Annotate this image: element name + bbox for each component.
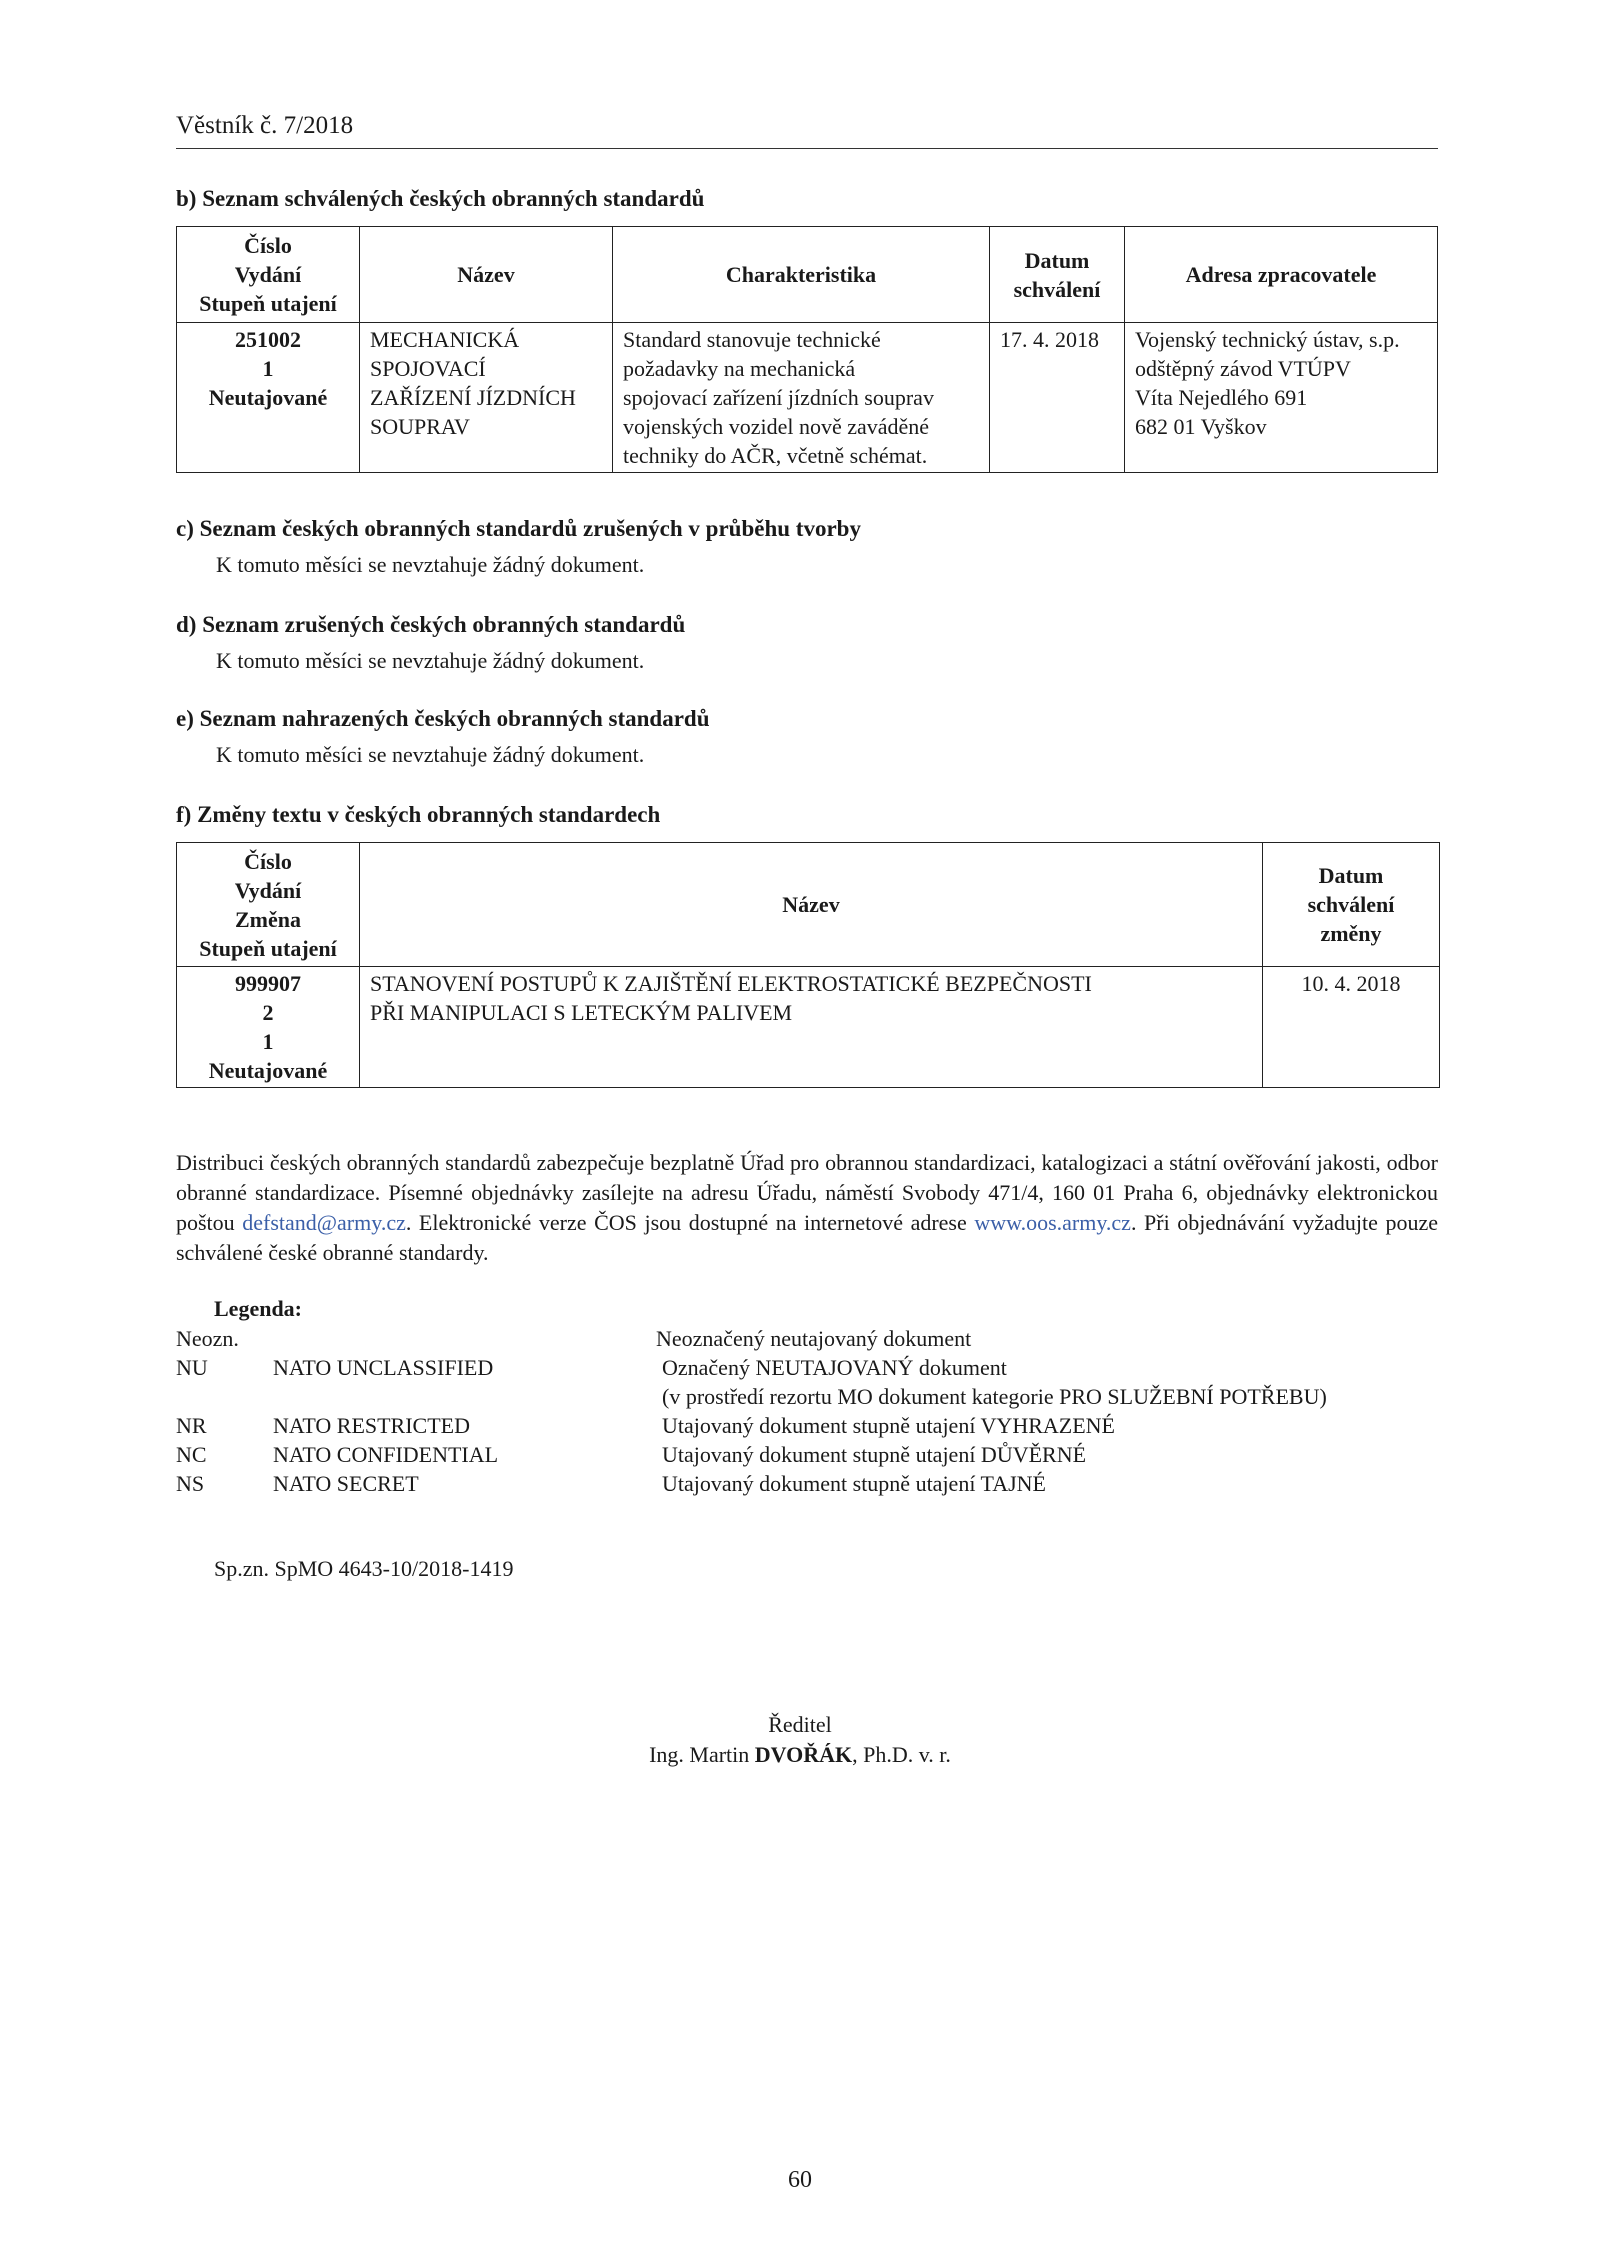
header-approval-date: Datum schválení <box>990 227 1125 323</box>
section-d-title: d) Seznam zrušených českých obranných standardů <box>176 612 686 637</box>
change-date-cell: 10. 4. 2018 <box>1263 967 1440 1088</box>
text-changes-table <box>176 842 1440 1088</box>
header-name: Název <box>360 843 1263 967</box>
section-f-title: f) Změny textu v českých obranných standardech <box>176 802 661 827</box>
approval-date-cell: 17. 4. 2018 <box>990 323 1125 473</box>
change-name-cell: STANOVENÍ POSTUPŮ K ZAJIŠTĚNÍ ELEKTROSTATICKÉ BEZPEČNOSTI PŘI MANIPULACI S LETECKÝM PALIVEM <box>360 967 1263 1088</box>
legend-code: NU <box>176 1355 208 1380</box>
legend-code: NS <box>176 1471 205 1496</box>
table-header-row <box>177 843 1440 967</box>
table-row <box>177 323 1438 473</box>
legend-title: Legenda: <box>214 1296 302 1321</box>
change-number-cell: 999907 2 1 Neutajované <box>177 967 360 1088</box>
signatory-role: Ředitel <box>768 1712 832 1737</box>
legend-code: NR <box>176 1413 207 1438</box>
legend-code: NC <box>176 1442 207 1467</box>
approved-standards-table <box>176 226 1438 473</box>
section-d-note: K tomuto měsíci se nevztahuje žádný dokument. <box>216 648 645 673</box>
section-c-title: c) Seznam českých obranných standardů zrušených v průběhu tvorby <box>176 516 861 541</box>
reference-number: Sp.zn. SpMO 4643-10/2018-1419 <box>214 1556 514 1581</box>
header-name: Název <box>360 227 613 323</box>
header-change-approval-date: Datum schválení změny <box>1263 843 1440 967</box>
header-number-issue-classification: Číslo Vydání Stupeň utajení <box>177 227 360 323</box>
table-row <box>177 967 1440 1088</box>
legend-desc: (v prostředí rezortu MO dokument kategorie PRO SLUŽEBNÍ POTŘEBU) <box>662 1384 1327 1409</box>
section-e-title: e) Seznam nahrazených českých obranných standardů <box>176 706 710 731</box>
standard-number-cell: 251002 1 Neutajované <box>177 323 360 473</box>
legend-desc: Utajovaný dokument stupně utajení TAJNÉ <box>662 1471 1046 1496</box>
standard-name-cell: MECHANICKÁ SPOJOVACÍ ZAŘÍZENÍ JÍZDNÍCH SOUPRAV <box>360 323 613 473</box>
legend-name: NATO UNCLASSIFIED <box>273 1355 494 1380</box>
table-header-row <box>177 227 1438 323</box>
legend-name: NATO SECRET <box>273 1471 419 1496</box>
distribution-paragraph: Distribuci českých obranných standardů zabezpečuje bezplatně Úřad pro obrannou standardizaci, katalogizaci a státní ověřování jakosti, odbor obranné standardizace. Písemné objednávky zasílejte na adresu Úřadu, náměstí Svobody 471/4, 160 01 Praha 6, objednávky elektronickou poštou defstand@army.cz. Elektronické verze ČOS jsou dostupné na internetové adrese www.oos.army.cz. Při objednávání vyžadujte pouze schválené české obranné standardy. <box>176 1150 1438 1265</box>
legend-code: Neozn. <box>176 1326 239 1351</box>
processor-address-cell: Vojenský technický ústav, s.p. odštěpný závod VTÚPV Víta Nejedlého 691 682 01 Vyškov <box>1125 323 1438 473</box>
signatory-name: Ing. Martin DVOŘÁK, Ph.D. v. r. <box>649 1742 951 1767</box>
website-link[interactable]: www.oos.army.cz <box>974 1210 1131 1235</box>
legend-desc: Označený NEUTAJOVANÝ dokument <box>662 1355 1007 1380</box>
page-number: 60 <box>788 2167 812 2193</box>
legend-name: NATO CONFIDENTIAL <box>273 1442 499 1467</box>
header-characteristics: Charakteristika <box>613 227 990 323</box>
legend-desc: Utajovaný dokument stupně utajení DŮVĚRNÉ <box>662 1442 1087 1467</box>
section-e-note: K tomuto měsíci se nevztahuje žádný dokument. <box>216 742 645 767</box>
header-processor-address: Adresa zpracovatele <box>1125 227 1438 323</box>
section-c-note: K tomuto měsíci se nevztahuje žádný dokument. <box>216 552 645 577</box>
standard-characteristics-cell: Standard stanovuje technické požadavky na mechanická spojovací zařízení jízdních souprav vojenských vozidel nově zaváděné techniky do AČR, včetně schémat. <box>613 323 990 473</box>
legend-desc: Neoznačený neutajovaný dokument <box>656 1326 972 1351</box>
bulletin-header: Věstník č. 7/2018 <box>176 112 1438 149</box>
email-link[interactable]: defstand@army.cz <box>242 1210 406 1235</box>
section-b-title: b) Seznam schválených českých obranných standardů <box>176 186 705 211</box>
legend-desc: Utajovaný dokument stupně utajení VYHRAZENÉ <box>662 1413 1115 1438</box>
header-number-issue-change-classification: Číslo Vydání Změna Stupeň utajení <box>177 843 360 967</box>
legend-name: NATO RESTRICTED <box>273 1413 470 1438</box>
